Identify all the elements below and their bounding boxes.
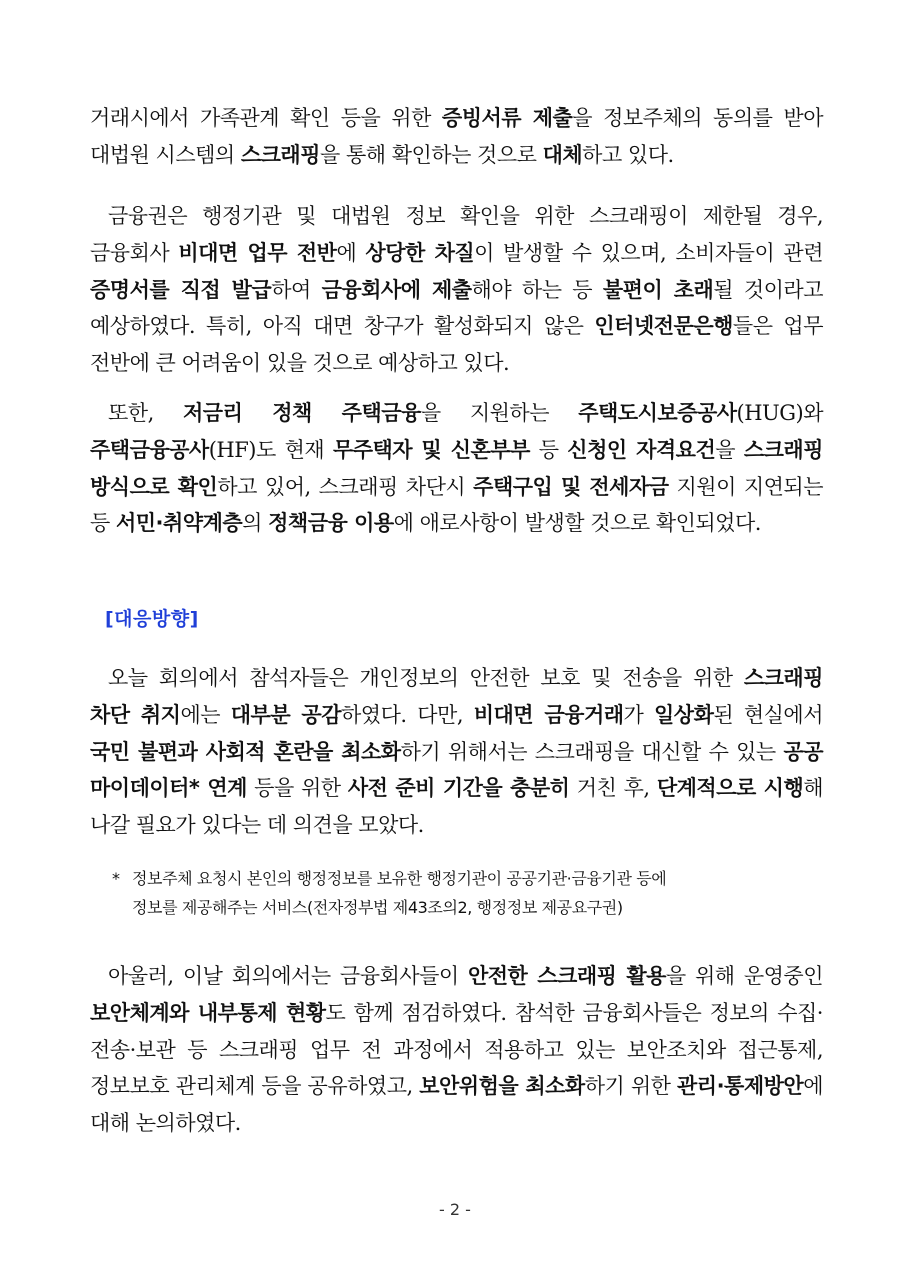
body-text: 의 [242,511,269,536]
emphasized-text: 정책금융 이용 [268,511,394,536]
section-heading: [대응방향] [105,608,199,630]
emphasized-text: 비대면 업무 전반 [178,240,337,265]
emphasized-text: 안전한 스크래핑 활용 [467,964,666,988]
body-text: 해야 하는 등 [471,277,603,302]
body-text: 거래시에서 가족관계 확인 등을 위한 [90,106,442,130]
emphasized-text: 저금리 정책 주택금융 [183,401,421,425]
paragraph-1 [90,100,823,174]
paragraph-3 [90,395,823,542]
paragraph-4 [90,660,823,844]
body-text: 하여 [271,277,322,302]
body-text: 등 [529,437,568,462]
emphasized-text: 관리·통제방안 [677,1074,804,1099]
emphasized-text: 상당한 차질 [365,240,475,265]
body-text: 하였다. 다만, [341,702,474,727]
emphasized-text: 주택구입 및 전세자금 [473,474,669,499]
body-text: 된 현실에서 [713,702,823,727]
footnote-line-2: 정보를 제공해주는 서비스(전자정부법 제43조의2, 행정정보 제공요구권) [132,898,623,917]
body-text: 하고 있어, 스크래핑 차단시 [217,474,474,499]
body-text: (HF)도 현재 [208,437,333,462]
emphasized-text: 비대면 금융거래 [473,702,624,727]
emphasized-text: 국민 불편과 사회적 혼란을 최소화 [90,739,401,764]
emphasized-text: 스크래핑 방식으로 확인 [90,437,823,499]
emphasized-text: 주택도시보증공사 [578,401,737,425]
body-text: 에 [336,240,366,265]
body-text: 지원이 지연되는 등 [90,474,824,536]
body-text: (HUG)와 [736,401,823,425]
emphasized-text: 단계적으로 시행 [656,776,804,801]
emphasized-text: 신청인 자격요건 [567,437,716,462]
body-text: 들은 업무 전반에 큰 어려움이 있을 것으로 예상하고 있다. [90,314,823,376]
body-text: 금융권은 행정기관 및 대법원 정보 확인을 위한 스크래핑이 제한될 경우, 금융회사 [90,204,823,265]
body-text: 또한, [108,401,183,425]
body-text: 이 발생할 수 있으며, 소비자들이 관련 [474,240,824,265]
page-number: - 2 - [439,1200,471,1219]
footnote [112,864,824,922]
body-text: 하기 위한 [584,1074,677,1099]
body-text: 을 위해 운영중인 [665,964,824,988]
body-text: 하고 있다. [582,142,674,167]
body-text: 을 정보주체의 동의를 받아 대법원 시스템의 [90,106,823,167]
emphasized-text: 서민·취약계층 [115,511,243,536]
paragraph-5 [90,958,823,1142]
body-text: 오늘 회의에서 참석자들은 개인정보의 안전한 보호 및 전송을 위한 [108,666,744,690]
emphasized-text: 일상화 [654,702,714,727]
emphasized-text: 금융회사에 제출 [321,277,472,302]
emphasized-text: 주택금융공사 [90,437,209,462]
emphasized-text: 증빙서류 제출 [441,106,573,130]
body-text: 하기 위해서는 스크래핑을 대신할 수 있는 [400,739,784,764]
body-text: 에 애로사항이 발생할 것으로 확인되었다. [393,511,761,536]
emphasized-text: 사전 준비 기간을 충분히 [347,776,570,801]
emphasized-text: 불편이 초래 [602,277,714,302]
emphasized-text: 공공 마이데이터* 연계 [90,739,824,801]
body-text: 을 [715,437,744,462]
body-text: 등을 위한 [246,776,348,801]
footnote-marker: * [112,869,120,888]
emphasized-text: 스크래핑 차단 취지 [90,666,823,727]
paragraph-2 [90,198,823,382]
body-text: 에 대해 논의하였다. [90,1074,823,1136]
body-text: 아울러, 이날 회의에서는 금융회사들이 [108,964,468,988]
body-text: 될 것이라고 예상하였다. 특히, 아직 대면 창구가 활성화되지 않은 [90,277,824,339]
body-text: 해 나갈 필요가 있다는 데 의견을 모았다. [90,776,824,838]
emphasized-text: 보안체계와 내부통제 현황 [90,1000,326,1025]
body-text: 거친 후, [569,776,657,801]
emphasized-text: 인터넷전문은행 [594,314,733,339]
body-text: 가 [623,702,655,727]
body-text: 에는 [180,702,231,727]
footnote-line-1: 정보주체 요청시 본인의 행정정보를 보유한 행정기관이 공공기관·금융기관 등에 [132,869,667,888]
emphasized-text: 증명서를 직접 발급 [90,277,272,302]
emphasized-text: 보안위험을 최소화 [419,1074,585,1099]
emphasized-text: 대부분 공감 [230,702,342,727]
body-text: 을 지원하는 [420,401,579,425]
emphasized-text: 스크래핑 [240,142,321,167]
body-text: 을 통해 확인하는 것으로 [320,142,543,167]
emphasized-text: 대체 [542,142,583,167]
body-text: 도 함께 점검하였다. 참석한 금융회사들은 정보의 수집·전송·보관 등 스크래핑 업무 전 과정에서 적용하고 있는 보안조치와 접근통제, 정보보호 관리체계 등을 공유하였고, [90,1000,823,1099]
emphasized-text: 무주택자 및 신혼부부 [332,437,530,462]
